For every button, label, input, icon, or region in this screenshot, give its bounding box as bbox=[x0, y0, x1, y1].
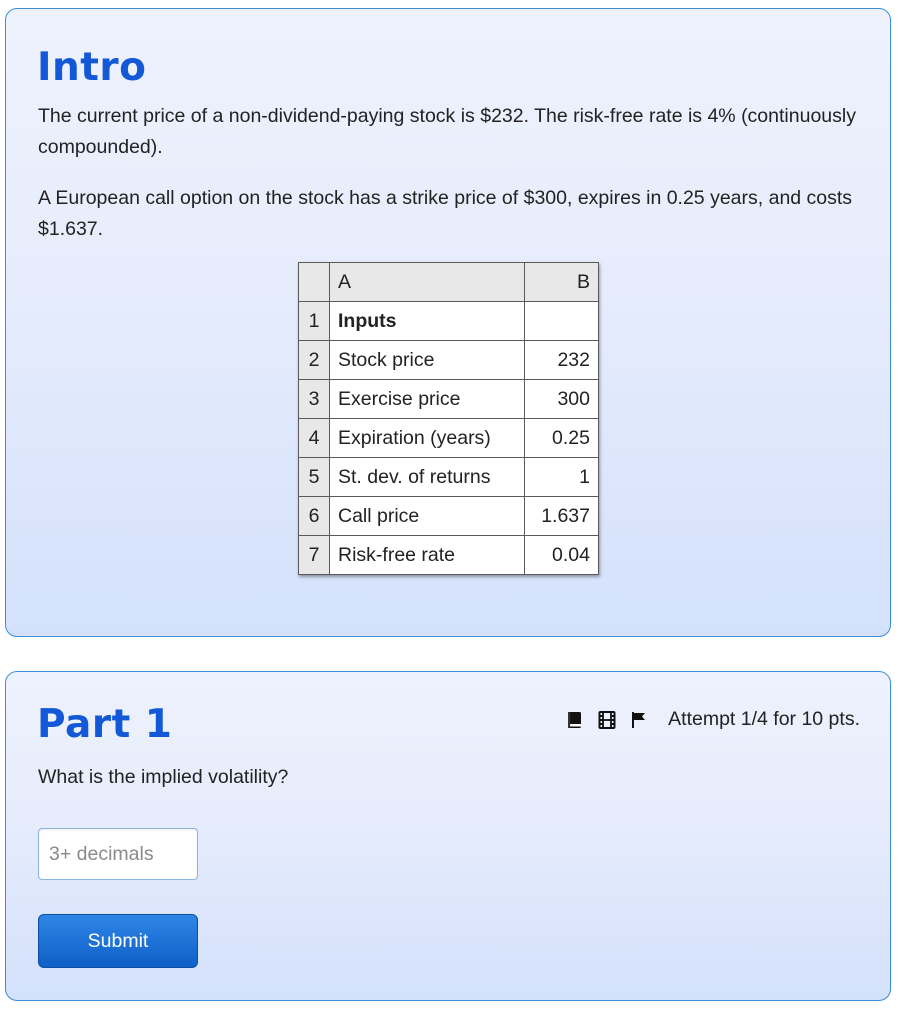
table-row bbox=[299, 497, 599, 536]
part1-toolbar bbox=[566, 708, 860, 731]
table-row bbox=[299, 341, 599, 380]
cell-value: 1 bbox=[525, 458, 599, 497]
part1-card bbox=[5, 671, 891, 1001]
flag-icon[interactable] bbox=[630, 711, 648, 729]
submit-button[interactable]: Submit bbox=[38, 914, 198, 968]
column-header-a: A bbox=[330, 263, 525, 302]
spreadsheet-table bbox=[298, 262, 599, 575]
cell-label: Expiration (years) bbox=[330, 419, 525, 458]
film-icon[interactable] bbox=[598, 711, 616, 729]
cell-label: Risk-free rate bbox=[330, 536, 525, 575]
intro-card bbox=[5, 8, 891, 637]
cell-value: 0.25 bbox=[525, 419, 599, 458]
cell-value: 300 bbox=[525, 380, 599, 419]
table-row bbox=[299, 536, 599, 575]
table-row bbox=[299, 419, 599, 458]
row-number: 2 bbox=[299, 341, 330, 380]
intro-paragraph-1: The current price of a non-dividend-paying stock is $232. The risk-free rate is 4% (continuously compounded). bbox=[38, 105, 856, 158]
part1-title: Part 1 bbox=[37, 702, 173, 747]
cell-label: Stock price bbox=[330, 341, 525, 380]
row-number: 6 bbox=[299, 497, 330, 536]
sheet-corner-cell bbox=[299, 263, 330, 302]
book-icon[interactable] bbox=[566, 711, 584, 729]
table-row bbox=[299, 458, 599, 497]
table-row bbox=[299, 302, 599, 341]
row-number: 7 bbox=[299, 536, 330, 575]
question-text: What is the implied volatility? bbox=[38, 766, 289, 788]
intro-paragraph-2: A European call option on the stock has a strike price of $300, expires in 0.25 years, and costs $1.637. bbox=[38, 187, 853, 240]
table-row bbox=[299, 380, 599, 419]
cell-label: Exercise price bbox=[330, 380, 525, 419]
sheet-header-row bbox=[299, 263, 599, 302]
cell-value bbox=[525, 302, 599, 341]
attempt-status: Attempt 1/4 for 10 pts. bbox=[668, 708, 860, 730]
column-header-b: B bbox=[525, 263, 599, 302]
cell-label: Call price bbox=[330, 497, 525, 536]
row-number: 3 bbox=[299, 380, 330, 419]
row-number: 4 bbox=[299, 419, 330, 458]
cell-value: 232 bbox=[525, 341, 599, 380]
intro-title: Intro bbox=[37, 45, 147, 90]
cell-value: 1.637 bbox=[525, 497, 599, 536]
row-number: 1 bbox=[299, 302, 330, 341]
cell-value: 0.04 bbox=[525, 536, 599, 575]
cell-label: St. dev. of returns bbox=[330, 458, 525, 497]
cell-label: Inputs bbox=[330, 302, 525, 341]
answer-input[interactable] bbox=[38, 828, 198, 880]
row-number: 5 bbox=[299, 458, 330, 497]
